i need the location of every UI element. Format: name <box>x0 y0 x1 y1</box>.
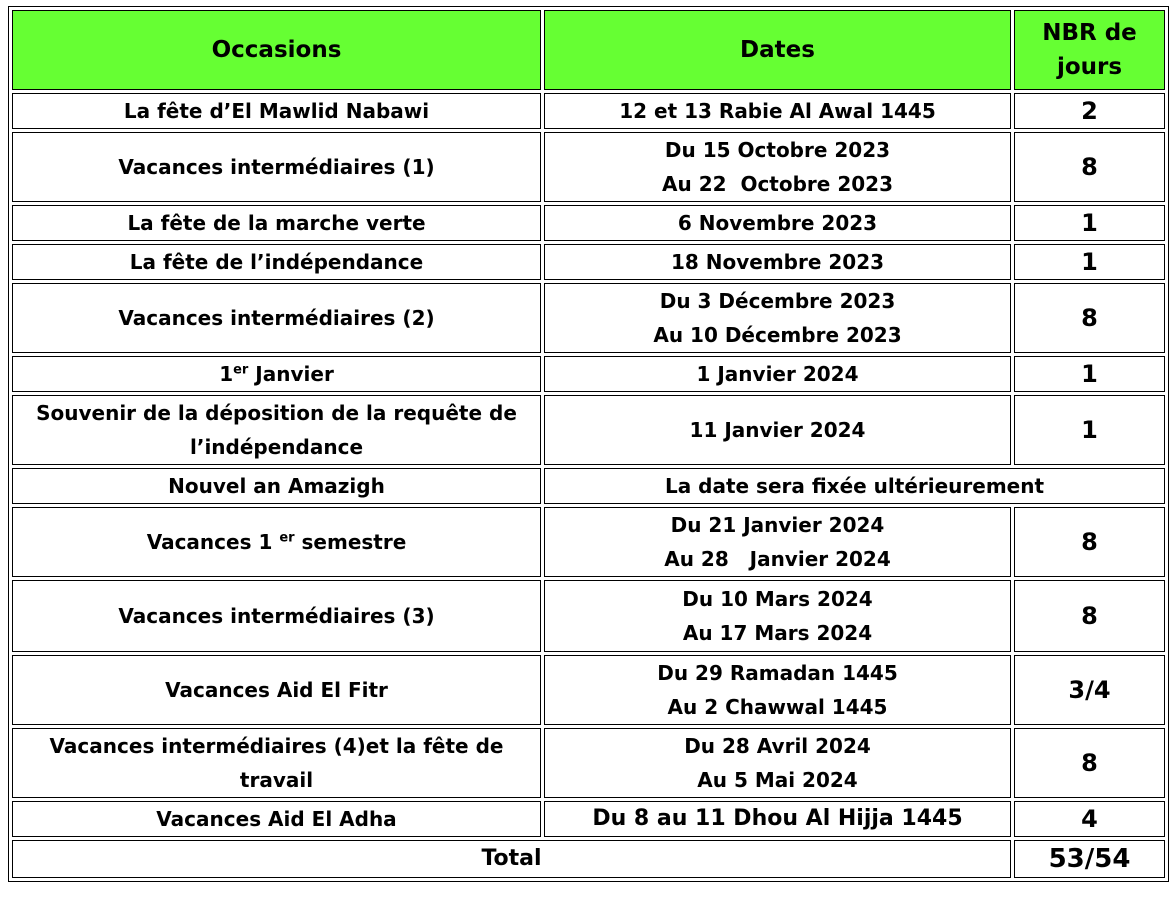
dates-cell <box>544 283 1011 353</box>
occasion-cell: Vacances intermédiaires (3) <box>12 580 541 652</box>
superscript: er <box>233 362 249 378</box>
header-nbr-jours <box>1014 10 1165 90</box>
date-line: Au 17 Mars 2024 <box>682 621 873 645</box>
table-row <box>12 468 1165 504</box>
holidays-table <box>8 6 1169 882</box>
total-value: 53/54 <box>1014 840 1165 878</box>
date-line: Au 28 Janvier 2024 <box>664 547 891 571</box>
occasion-cell <box>12 507 541 577</box>
table-row <box>12 801 1165 837</box>
occasion-text-post: Janvier <box>248 362 334 386</box>
merged-note-cell: La date sera fixée ultérieurement <box>544 468 1165 504</box>
table-row <box>12 93 1165 129</box>
days-cell: 8 <box>1014 283 1165 353</box>
dates-cell <box>544 132 1011 202</box>
table-row <box>12 728 1165 798</box>
total-label: Total <box>12 840 1011 878</box>
days-cell: 1 <box>1014 205 1165 241</box>
date-line: Du 29 Ramadan 1445 <box>657 661 898 685</box>
date-line: Du 21 Janvier 2024 <box>670 513 885 537</box>
occasion-line: Souvenir de la déposition de la requête de <box>36 401 517 425</box>
occasion-cell: La fête de la marche verte <box>12 205 541 241</box>
table-row <box>12 283 1165 353</box>
superscript: er <box>279 530 295 546</box>
days-cell: 8 <box>1014 580 1165 652</box>
table-row <box>12 580 1165 652</box>
dates-cell: Du 8 au 11 Dhou Al Hijja 1445 <box>544 801 1011 837</box>
occasion-text-pre: 1 <box>219 362 234 386</box>
dates-cell: 1 Janvier 2024 <box>544 356 1011 392</box>
days-cell: 1 <box>1014 395 1165 465</box>
occasion-cell: Vacances intermédiaires (1) <box>12 132 541 202</box>
holidays-table-container <box>8 6 1169 882</box>
occasion-cell: Vacances Aid El Fitr <box>12 655 541 725</box>
header-dates: Dates <box>544 10 1011 90</box>
date-line: Au 10 Décembre 2023 <box>653 323 902 347</box>
occasion-cell: La fête d’El Mawlid Nabawi <box>12 93 541 129</box>
occasion-cell <box>12 356 541 392</box>
days-cell: 1 <box>1014 356 1165 392</box>
days-cell: 1 <box>1014 244 1165 280</box>
header-row <box>12 10 1165 90</box>
date-line: Du 15 Octobre 2023 <box>664 138 891 162</box>
occasion-cell: Nouvel an Amazigh <box>12 468 541 504</box>
occasion-cell: La fête de l’indépendance <box>12 244 541 280</box>
days-cell: 8 <box>1014 132 1165 202</box>
dates-cell <box>544 507 1011 577</box>
header-occasions: Occasions <box>12 10 541 90</box>
date-line: Du 3 Décembre 2023 <box>659 289 896 313</box>
days-cell: 2 <box>1014 93 1165 129</box>
date-line: Au 5 Mai 2024 <box>697 768 858 792</box>
dates-cell <box>544 655 1011 725</box>
header-nbr-line2: jours <box>1056 54 1123 80</box>
dates-cell: 18 Novembre 2023 <box>544 244 1011 280</box>
date-line: Au 2 Chawwal 1445 <box>667 695 888 719</box>
days-cell: 3/4 <box>1014 655 1165 725</box>
header-nbr-line1: NBR de <box>1042 20 1137 46</box>
dates-cell: 12 et 13 Rabie Al Awal 1445 <box>544 93 1011 129</box>
total-row <box>12 840 1165 878</box>
occasion-line: l’indépendance <box>189 435 364 459</box>
table-row <box>12 507 1165 577</box>
table-row <box>12 205 1165 241</box>
occasion-text-pre: Vacances 1 <box>146 530 280 554</box>
occasion-line: Vacances intermédiaires (4)et la fête de <box>49 734 504 758</box>
occasion-cell <box>12 728 541 798</box>
date-line: Du 28 Avril 2024 <box>684 734 871 758</box>
table-row <box>12 395 1165 465</box>
occasion-cell <box>12 395 541 465</box>
occasion-cell: Vacances Aid El Adha <box>12 801 541 837</box>
occasion-cell: Vacances intermédiaires (2) <box>12 283 541 353</box>
dates-cell: 11 Janvier 2024 <box>544 395 1011 465</box>
dates-cell: 6 Novembre 2023 <box>544 205 1011 241</box>
dates-cell <box>544 580 1011 652</box>
table-row <box>12 244 1165 280</box>
date-line: Au 22 Octobre 2023 <box>662 172 893 196</box>
days-cell: 4 <box>1014 801 1165 837</box>
days-cell: 8 <box>1014 507 1165 577</box>
table-row <box>12 132 1165 202</box>
occasion-text-post: semestre <box>294 530 407 554</box>
table-row <box>12 356 1165 392</box>
date-line: Du 10 Mars 2024 <box>682 587 873 611</box>
table-row <box>12 655 1165 725</box>
occasion-line: travail <box>239 768 314 792</box>
days-cell: 8 <box>1014 728 1165 798</box>
dates-cell <box>544 728 1011 798</box>
